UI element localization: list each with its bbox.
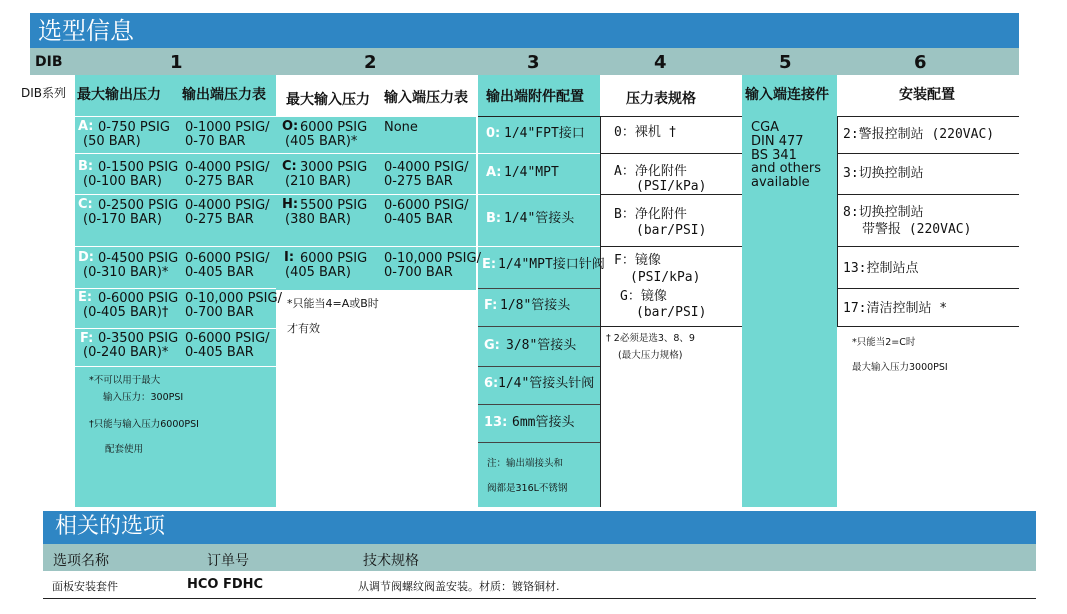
column-number-6: 6: [914, 52, 927, 73]
list-item: and others: [751, 161, 821, 176]
list-item: 17:清洁控制站 *: [843, 301, 948, 316]
column-number-3: 3: [527, 52, 540, 73]
list-item: 带警报 (220VAC): [862, 222, 972, 237]
list-item: available: [751, 175, 810, 190]
list-item: 3:切换控制站: [843, 166, 924, 181]
col6-note: *只能当2=C时: [852, 337, 916, 348]
options-header-name: 选项名称: [53, 553, 109, 569]
col1-note: 输入压力：300PSI: [103, 392, 184, 403]
list-item: 8:切换控制站: [843, 205, 924, 220]
column-number-1: 1: [170, 52, 183, 73]
header-input-connection: 输入端连接件: [745, 87, 829, 103]
col4-note: † 2必须是选3、8、9: [606, 333, 695, 344]
option-spec: 从调节阀螺纹阀盖安装。材质：镀铬铜材.: [358, 580, 560, 593]
col4-note: (最大压力规格): [618, 350, 683, 361]
col1-note: †只能与输入压力6000PSI: [89, 419, 199, 430]
page-title: 选型信息: [38, 17, 134, 45]
list-item: 2:警报控制站 (220VAC): [843, 127, 995, 142]
row-label: DIB: [35, 54, 63, 70]
column-number-2: 2: [364, 52, 377, 73]
col3-note: 注：输出端接头和: [487, 458, 564, 469]
title-banner: [30, 13, 1019, 48]
header-input-gauge: 输入端压力表: [384, 90, 468, 106]
col3-note: 阀都是316L不锈钢: [487, 483, 568, 494]
options-header-order: 订单号: [207, 553, 249, 569]
col6-note: 最大输入压力3000PSI: [852, 362, 948, 373]
list-item: 13:控制站点: [843, 261, 919, 276]
option-name: 面板安装套件: [52, 580, 118, 593]
col1-note: 配套使用: [105, 444, 144, 455]
options-title: 相关的选项: [55, 514, 166, 539]
list-item: DIN 477: [751, 134, 804, 149]
header-output-gauge: 输出端压力表: [182, 87, 266, 103]
series-label: DIB系列: [21, 86, 67, 100]
col1-note: *不可以用于最大: [89, 375, 161, 386]
header-max-input: 最大输入压力: [286, 92, 370, 108]
list-item: CGA: [751, 120, 780, 135]
column-number-5: 5: [779, 52, 792, 73]
col2-note: *只能当4=A或B时: [287, 297, 379, 310]
header-gauge-spec: 压力表规格: [626, 91, 696, 107]
list-item: BS 341: [751, 148, 797, 163]
options-header-band: [43, 544, 1036, 571]
column-number-4: 4: [654, 52, 667, 73]
options-header-spec: 技术规格: [363, 553, 419, 569]
options-banner: [43, 511, 1036, 544]
header-output-fittings: 输出端附件配置: [486, 89, 584, 105]
header-mounting: 安装配置: [899, 87, 955, 103]
header-max-output: 最大输出压力: [77, 87, 161, 103]
col2-note: 才有效: [287, 322, 320, 335]
option-order: HCO FDHC: [187, 577, 264, 592]
